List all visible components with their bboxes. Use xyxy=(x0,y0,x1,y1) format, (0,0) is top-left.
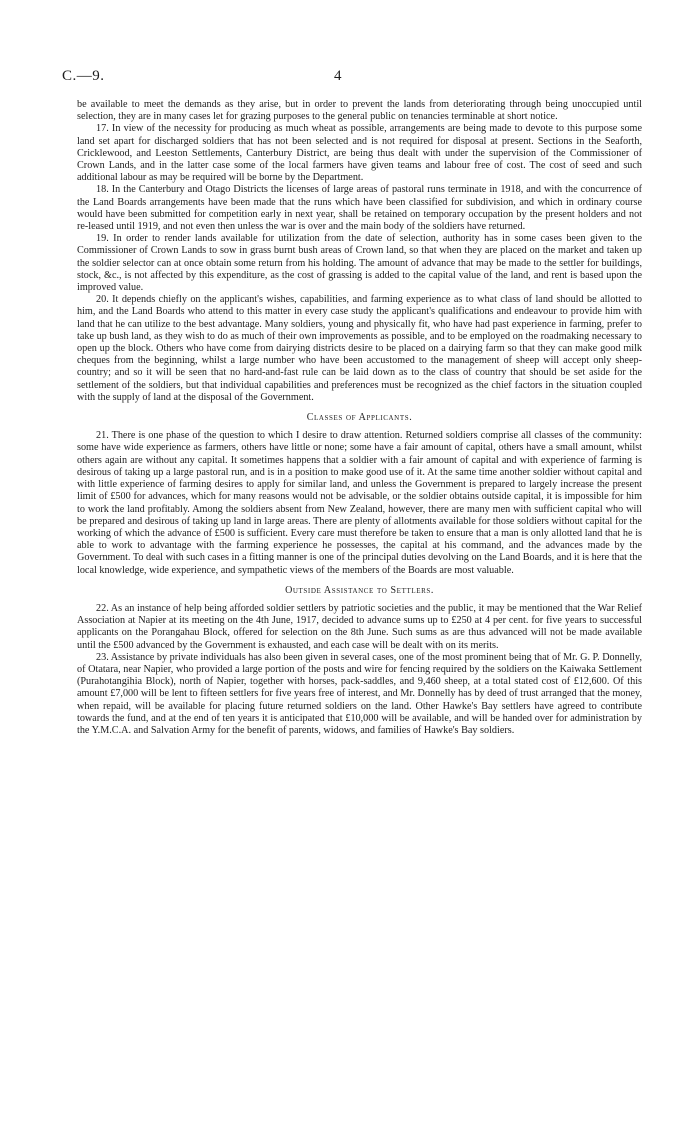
report-reference: C.—9. xyxy=(62,68,105,84)
paragraph-21: 21. There is one phase of the question to which I desire to draw attention. Returned soldiers comprise all classes of the community: some have wide experience as farmers, others have little or none; some have a fair amount of capital, others have a small amount, whilst others again are without any capital. It sometimes happens that a soldier with a fair amount of capital and with experience of farming is desirous of taking up a large pastoral run, and is in a position to make good use of it. At the same time another soldier without capital and with little experience of farming desires to apply for similar land, and unless the Government is prepared to largely increase the present limit of £500 for advances, which for many reasons would not be advisable, or the soldier obtains outside capital, it is impossible for him to work the land profitably. Among the soldiers absent from New Zealand, however, there are many men with sufficient capital who will be prepared and desirous of taking up land in large areas. There are plenty of allotments available for those soldiers without capital for the working of which the advance of £500 is sufficient. Every care must therefore be taken to ensure that a man is only allotted land that he is able to work to advantage with the farming experience he possesses, the capital at his command, and the advances made by the Government. To deal with such cases in a fitting manner is one of the principal duties devolving on the Land Boards, and it is here that the local knowledge, wide experience, and sympathetic views of the members of the Boards are most valuable. xyxy=(77,430,642,576)
section-heading-outside-assistance: Outside Assistance to Settlers. xyxy=(285,584,434,596)
section-heading-classes: Classes of Applicants. xyxy=(306,412,413,424)
running-header xyxy=(62,70,658,88)
page-number: 4 xyxy=(334,68,342,84)
paragraph-19: 19. In order to render lands available for utilization from the date of selection, authority has in some cases been given to the Commissioner of Crown Lands to sow in grass burnt bush areas of Crown land, so that when they are placed on the market and taken up the soldier selector can at once obtain some return from his holding. The amount of advance that may be made to the settler for buildings, stock, &c., is not affected by this expenditure, as the cost of grassing is added to the capital value of the land, and rent is based upon the improved value. xyxy=(77,233,642,294)
paragraph-continuation: be available to meet the demands as they arise, but in order to prevent the lands from deteriorating through being unoccupied until selection, they are in many cases let for grazing purposes to the general public on tenancies terminable at short notice. xyxy=(77,99,642,123)
body-text xyxy=(77,99,642,737)
paragraph-17: 17. In view of the necessity for producing as much wheat as possible, arrangements are being made to devote to this purpose some land set apart for discharged soldiers that has not been selected and is not required for disposal at present. Sections in the Seaforth, Cricklewood, and Leeston Settlements, Canterbury District, are being thus dealt with under the supervision of the Commissioner of Crown Lands, and in the latter case some of the local farmers have given teams and labour free of cost. The cost of seed and such additional labour as may be required will be borne by the Department. xyxy=(77,123,642,184)
paragraph-23: 23. Assistance by private individuals has also been given in several cases, one of the most prominent being that of Mr. G. P. Donnelly, of Otatara, near Napier, who provided a large portion of the posts and wire for fencing required by the soldiers on the Kaiwaka Settlement (Purahotangihia Block), north of Napier, together with horses, pack-saddles, and 9,460 sheep, at a total stated cost of £12,600. Of this amount £7,000 will be lent to fifteen settlers for five years free of interest, and Mr. Donnelly has by deed of trust arranged that the money, when repaid, will be available for placing future returned soldiers on the land. Other Hawke's Bay settlers have agreed to contribute towards the fund, and at the end of ten years it is anticipated that £10,000 will be available, and will be handed over for administration by the Y.M.C.A. and Salvation Army for the benefit of parents, widows, and families of Hawke's Bay soldiers. xyxy=(77,651,642,736)
paragraph-20: 20. It depends chiefly on the applicant's wishes, capabilities, and farming experience as to what class of land should be allotted to him, and the Land Boards who attend to this matter in every case study the applicant's qualifications and endeavour to provide him with land that he can utilize to the best advantage. Many soldiers, young and physically fit, who have had past experience in farming, prefer to take up bush land, as they wish to do as much of their own improvements as possible, and to be employed on the roadmaking necessary to open up the block. Others who have come from dairying districts desire to be placed on a dairying farm so that they can make good milk cheques from the beginning, whilst a large number who have been accustomed to the management of sheep will accept only sheep-country; and so it will be seen that no hard-and-fast rule can be laid down as to the class of country that should be set aside for the settlement of the soldiers, but that individual capabilities and preferences must be recognized as the chief factors in the situation coupled with the supply of land at the disposal of the Government. xyxy=(77,294,642,403)
paragraph-22: 22. As an instance of help being afforded soldier settlers by patriotic societies and the public, it may be mentioned that the War Relief Association at Napier at its meeting on the 4th June, 1917, decided to advance sums up to £250 at 4 per cent. for five years to successful applicants on the Porangahau Block, offered for selection on the 8th June. Such sums as are thus advanced will not be made available until the £500 advanced by the Government is exhausted, and each case will be dealt with on its merits. xyxy=(77,602,642,651)
paragraph-18: 18. In the Canterbury and Otago Districts the licenses of large areas of pastoral runs terminate in 1918, and with the concurrence of the Land Boards arrangements have been made that the runs which have been classified for subdivision, and which in ordinary course would have been submitted for competition early in next year, shall be retained on temporary occupation by the present holders and not re-leased until 1919, and not even then unless the war is over and the main body of the soldiers have returned. xyxy=(77,184,642,233)
